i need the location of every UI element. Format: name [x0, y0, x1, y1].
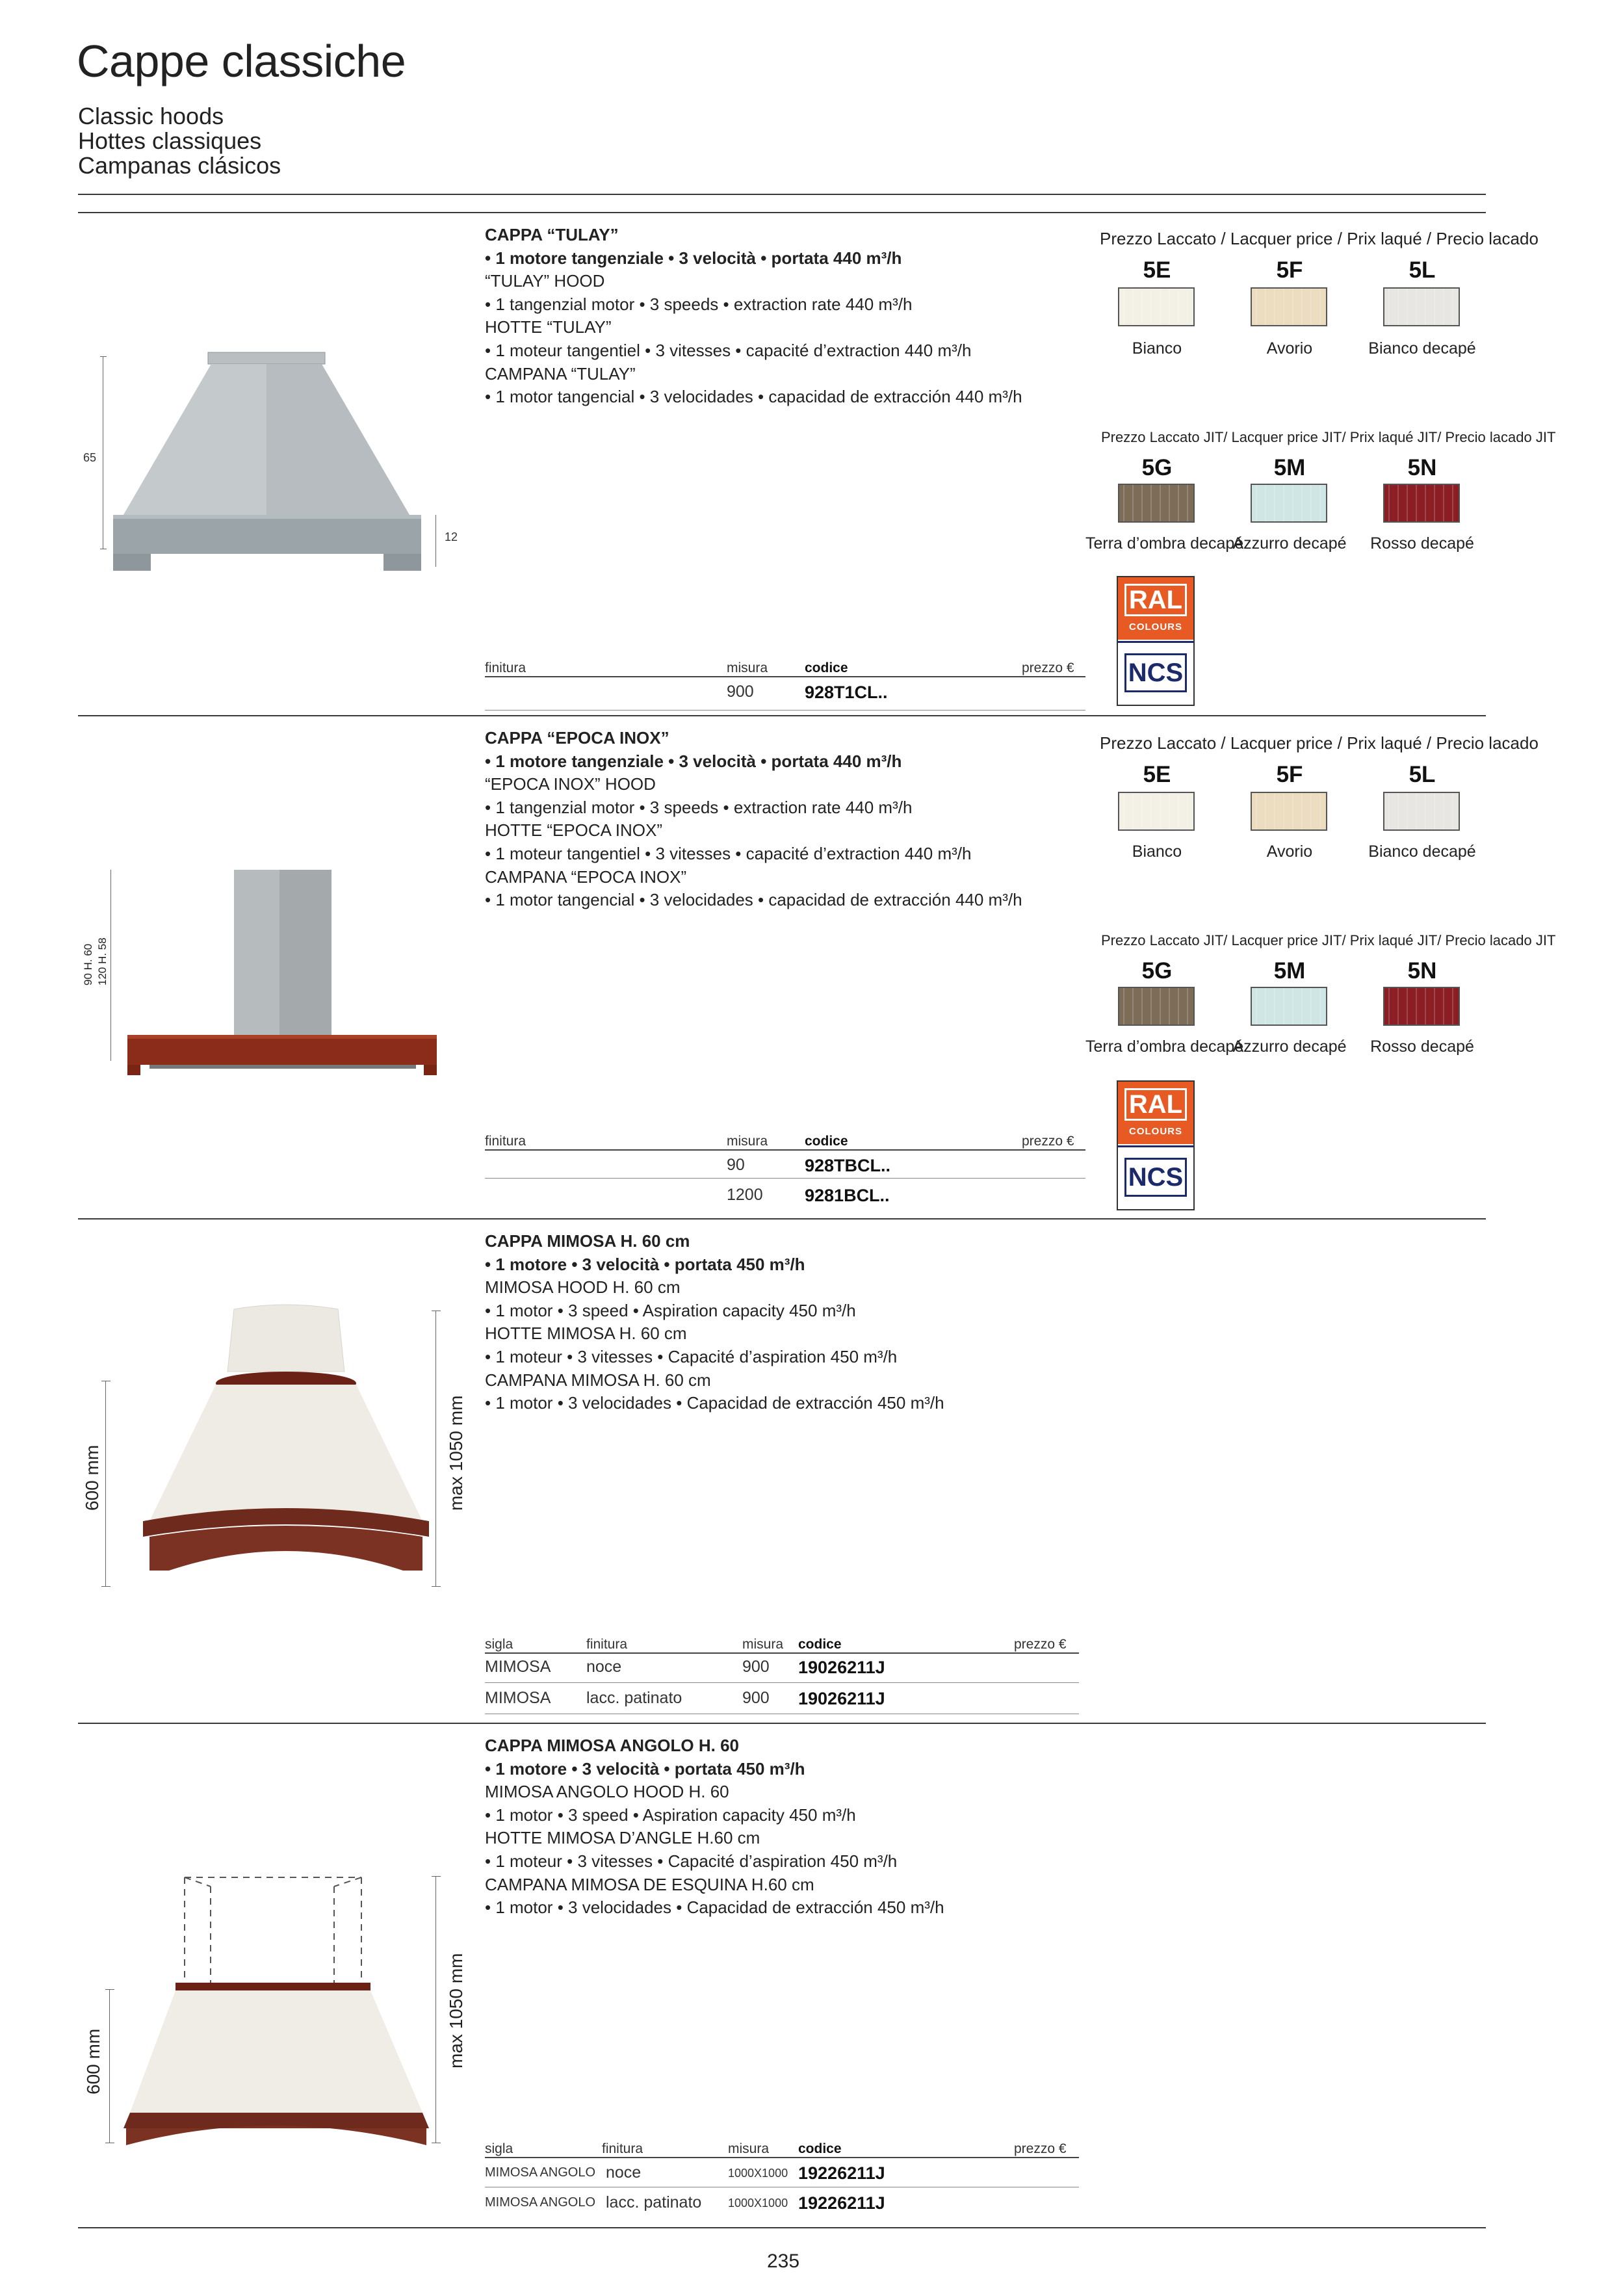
- mimosa-price-table: [485, 1637, 1079, 1715]
- cell-codice: 19226211J: [798, 2193, 885, 2213]
- desc-line: “EPOCA INOX” HOOD: [485, 774, 656, 794]
- col-prezzo: prezzo €: [1022, 1134, 1074, 1149]
- table-header-line: [485, 676, 1085, 677]
- cell-codice: 928TBCL..: [805, 1156, 891, 1175]
- swatch-name: Avorio: [1266, 339, 1313, 358]
- table-row-line: [485, 710, 1085, 711]
- ral-ncs-logo: [1117, 576, 1195, 706]
- swatch-name: Rosso decapé: [1370, 1037, 1474, 1056]
- col-finitura: finitura: [485, 1134, 526, 1149]
- cell-codice: 9281BCL..: [805, 1186, 890, 1205]
- cell-misura: 900: [742, 1658, 770, 1676]
- desc-line: • 1 motor • 3 velocidades • Capacidad de extracción 450 m³/h: [485, 1898, 944, 1918]
- col-finitura: finitura: [602, 2141, 643, 2156]
- footer-divider: [78, 2227, 1486, 2228]
- swatch-rosso: [1383, 484, 1460, 523]
- lacquer-jit-price-label: Prezzo Laccato JIT/ Lacquer price JIT/ Prix laqué JIT/ Precio lacado JIT: [1101, 932, 1556, 948]
- desc-line: • 1 motore tangenziale • 3 velocità • portata 440 m³/h: [485, 248, 902, 268]
- cell-misura: 1000X1000: [728, 2197, 788, 2210]
- dimension-label: 120 H. 58: [96, 937, 109, 985]
- desc-line: • 1 motor • 3 velocidades • Capacidad de extracción 450 m³/h: [485, 1393, 944, 1413]
- header-divider: [78, 194, 1486, 195]
- cell-finitura: lacc. patinato: [586, 1689, 682, 1707]
- desc-line: HOTTE “EPOCA INOX”: [485, 820, 663, 841]
- ral-logo-text: RAL: [1124, 584, 1187, 616]
- dimension-max-label: max 1050 mm: [446, 1395, 466, 1511]
- col-sigla: sigla: [485, 1637, 513, 1652]
- cell-misura: 1200: [727, 1186, 763, 1204]
- cell-misura: 900: [727, 683, 754, 701]
- col-finitura: finitura: [485, 660, 526, 675]
- cell-finitura: lacc. patinato: [606, 2193, 702, 2211]
- cell-sigla: MIMOSA ANGOLO: [485, 2165, 596, 2180]
- swatch-azzurro: [1251, 484, 1327, 523]
- desc-line: HOTTE MIMOSA D’ANGLE H.60 cm: [485, 1828, 760, 1848]
- swatch-code: 5L: [1409, 257, 1436, 283]
- desc-line: • 1 motore • 3 velocità • portata 450 m³/h: [485, 1254, 805, 1274]
- swatch-name: Avorio: [1266, 842, 1313, 861]
- tulay-description: [485, 224, 1022, 409]
- cell-sigla: MIMOSA: [485, 1658, 551, 1676]
- swatch-code: 5M: [1273, 958, 1306, 984]
- desc-line: CAMPANA “TULAY”: [485, 363, 636, 384]
- swatch-rosso: [1383, 987, 1460, 1026]
- dimension-max-label: max 1050 mm: [446, 1953, 466, 2068]
- swatch-code: 5L: [1409, 762, 1436, 787]
- desc-line: • 1 moteur tangentiel • 3 vitesses • capacité d’extraction 440 m³/h: [485, 843, 972, 863]
- dimension-tick: [105, 1989, 114, 1990]
- page-number: 235: [767, 2250, 800, 2272]
- desc-line: MIMOSA ANGOLO HOOD H. 60: [485, 1782, 729, 1802]
- cell-codice: 19026211J: [798, 1689, 885, 1708]
- ral-logo-text: RAL: [1124, 1088, 1187, 1121]
- swatch-name: Bianco: [1132, 842, 1182, 861]
- table-header-line: [485, 1149, 1085, 1151]
- desc-line: MIMOSA HOOD H. 60 cm: [485, 1277, 681, 1298]
- ncs-logo-text: NCS: [1124, 1158, 1187, 1197]
- desc-line: CAMPANA MIMOSA DE ESQUINA H.60 cm: [485, 1874, 814, 1894]
- cell-finitura: noce: [606, 2163, 642, 2182]
- col-codice: codice: [798, 2141, 842, 2156]
- desc-line: • 1 moteur • 3 vitesses • Capacité d’aspiration 450 m³/h: [485, 1346, 898, 1366]
- swatch-name: Bianco decapé: [1368, 339, 1476, 358]
- cell-codice: 19226211J: [798, 2163, 885, 2183]
- dimension-height-label: 600 mm: [83, 2028, 103, 2094]
- dimension-height-label: 65: [83, 451, 97, 464]
- swatch-bianco: [1118, 792, 1195, 831]
- max-height-dimension-line: [435, 1876, 436, 2143]
- product-title: CAPPA MIMOSA ANGOLO H. 60: [485, 1736, 739, 1755]
- dimension-tick: [432, 1586, 441, 1587]
- dimension-tick: [432, 1876, 441, 1877]
- table-header-line: [485, 1652, 1079, 1654]
- swatch-code: 5N: [1407, 958, 1437, 984]
- cell-misura: 90: [727, 1156, 745, 1174]
- swatch-name: Bianco decapé: [1368, 842, 1476, 861]
- dimension-height-label: 600 mm: [82, 1444, 102, 1511]
- col-prezzo: prezzo €: [1014, 2141, 1067, 2156]
- col-misura: misura: [728, 2141, 770, 2156]
- desc-line: • 1 motor • 3 speed • Aspiration capacity 450 m³/h: [485, 1805, 856, 1825]
- table-row-line: [485, 1682, 1079, 1683]
- desc-line: • 1 moteur tangentiel • 3 vitesses • capacité d’extraction 440 m³/h: [485, 340, 972, 360]
- subtitle-es: Campanas clásicos: [78, 152, 281, 179]
- swatch-name: Rosso decapé: [1370, 534, 1474, 553]
- dimension-tick: [101, 1586, 110, 1587]
- swatch-avorio: [1251, 287, 1327, 326]
- table-row-line: [485, 1178, 1085, 1179]
- cell-sigla: MIMOSA: [485, 1689, 551, 1707]
- desc-line: • 1 motore • 3 velocità • portata 450 m³/h: [485, 1758, 805, 1779]
- subtitle-fr: Hottes classiques: [78, 127, 262, 154]
- swatch-bianco-decape: [1383, 287, 1460, 326]
- swatch-code: 5F: [1276, 257, 1303, 283]
- section-divider: [78, 1723, 1486, 1724]
- desc-line: HOTTE MIMOSA H. 60 cm: [485, 1324, 687, 1344]
- tulay-hood-image: [91, 345, 455, 592]
- dimension-depth-label: 12: [445, 530, 458, 543]
- swatch-code: 5G: [1141, 455, 1173, 480]
- height-dimension-line: [110, 870, 111, 1061]
- swatch-name: Azzurro decapé: [1232, 1037, 1347, 1056]
- desc-line: • 1 motor • 3 speed • Aspiration capacity 450 m³/h: [485, 1300, 856, 1320]
- swatch-code: 5E: [1143, 762, 1171, 787]
- lacquer-jit-price-label: Prezzo Laccato JIT/ Lacquer price JIT/ Prix laqué JIT/ Precio lacado JIT: [1101, 429, 1556, 445]
- cell-finitura: noce: [586, 1658, 622, 1676]
- dimension-tick: [100, 356, 107, 357]
- lacquer-price-label: Prezzo Laccato / Lacquer price / Prix laqué / Precio lacado: [1100, 229, 1539, 248]
- desc-line: • 1 motor tangencial • 3 velocidades • capacidad de extracción 440 m³/h: [485, 387, 1022, 407]
- col-misura: misura: [727, 1134, 768, 1149]
- swatch-bianco-decape: [1383, 792, 1460, 831]
- desc-line: CAMPANA “EPOCA INOX”: [485, 867, 687, 887]
- swatch-avorio: [1251, 792, 1327, 831]
- col-prezzo: prezzo €: [1014, 1637, 1067, 1652]
- product-title: CAPPA “TULAY”: [485, 225, 619, 244]
- col-prezzo: prezzo €: [1022, 660, 1074, 675]
- col-sigla: sigla: [485, 2141, 513, 2156]
- mimosa-hood-image: [130, 1300, 442, 1599]
- cell-misura: 1000X1000: [728, 2167, 788, 2180]
- desc-line: “TULAY” HOOD: [485, 271, 605, 291]
- desc-line: • 1 tangenzial motor • 3 speeds • extraction rate 440 m³/h: [485, 294, 913, 314]
- swatch-name: Terra d’ombra decapé: [1085, 1037, 1244, 1056]
- mimosa-angolo-price-table: [485, 2141, 1079, 2219]
- col-misura: misura: [727, 660, 768, 675]
- epoca-description: [485, 727, 1022, 912]
- col-codice: codice: [805, 1134, 848, 1149]
- desc-line: HOTTE “TULAY”: [485, 317, 612, 337]
- ral-ncs-logo: [1117, 1080, 1195, 1210]
- col-codice: codice: [805, 660, 848, 675]
- depth-dimension-line: [435, 515, 436, 567]
- swatch-code: 5M: [1273, 455, 1306, 480]
- product-title: CAPPA MIMOSA H. 60 cm: [485, 1231, 690, 1251]
- ral-logo-sub: COLOURS: [1129, 1126, 1182, 1137]
- swatch-code: 5G: [1141, 958, 1173, 984]
- epoca-inox-hood-image: [117, 858, 455, 1079]
- section-divider: [78, 1218, 1486, 1220]
- desc-line: • 1 tangenzial motor • 3 speeds • extraction rate 440 m³/h: [485, 797, 913, 817]
- swatch-code: 5E: [1143, 257, 1171, 283]
- desc-line: • 1 moteur • 3 vitesses • Capacité d’aspiration 450 m³/h: [485, 1851, 898, 1871]
- swatch-code: 5N: [1407, 455, 1437, 480]
- max-height-dimension-line: [435, 1311, 436, 1586]
- mimosa-angolo-description: [485, 1734, 944, 1920]
- swatch-bianco: [1118, 287, 1195, 326]
- cell-codice: 19026211J: [798, 1658, 885, 1677]
- dimension-label: 90 H. 60: [82, 943, 94, 985]
- height-dimension-line: [109, 1989, 110, 2143]
- height-dimension-line: [105, 1381, 106, 1586]
- swatch-name: Azzurro decapé: [1232, 534, 1347, 553]
- page-title: Cappe classiche: [77, 36, 406, 86]
- desc-line: CAMPANA MIMOSA H. 60 cm: [485, 1370, 711, 1390]
- swatch-terra-ombra: [1118, 987, 1195, 1026]
- mimosa-angolo-hood-image: [117, 1872, 442, 2145]
- cell-misura: 900: [742, 1689, 770, 1707]
- product-title: CAPPA “EPOCA INOX”: [485, 728, 669, 748]
- swatch-terra-ombra: [1118, 484, 1195, 523]
- section-divider: [78, 212, 1486, 213]
- swatch-name: Terra d’ombra decapé: [1085, 534, 1244, 553]
- ncs-logo-text: NCS: [1124, 653, 1187, 692]
- subtitle-en: Classic hoods: [78, 103, 224, 129]
- swatch-azzurro: [1251, 987, 1327, 1026]
- swatch-code: 5F: [1276, 762, 1303, 787]
- page-subtitle: [78, 104, 281, 178]
- col-misura: misura: [742, 1637, 784, 1652]
- desc-line: • 1 motor tangencial • 3 velocidades • capacidad de extracción 440 m³/h: [485, 890, 1022, 910]
- col-codice: codice: [798, 1637, 842, 1652]
- table-header-line: [485, 2157, 1079, 2158]
- section-divider: [78, 715, 1486, 716]
- desc-line: • 1 motore tangenziale • 3 velocità • portata 440 m³/h: [485, 751, 902, 771]
- ral-logo-sub: COLOURS: [1129, 621, 1182, 633]
- col-finitura: finitura: [586, 1637, 628, 1652]
- epoca-price-table: [485, 1134, 1085, 1212]
- cell-sigla: MIMOSA ANGOLO: [485, 2195, 596, 2210]
- lacquer-price-label: Prezzo Laccato / Lacquer price / Prix laqué / Precio lacado: [1100, 733, 1539, 753]
- swatch-name: Bianco: [1132, 339, 1182, 358]
- cell-codice: 928T1CL..: [805, 683, 888, 702]
- mimosa-description: [485, 1230, 944, 1415]
- tulay-price-table: [485, 660, 1085, 719]
